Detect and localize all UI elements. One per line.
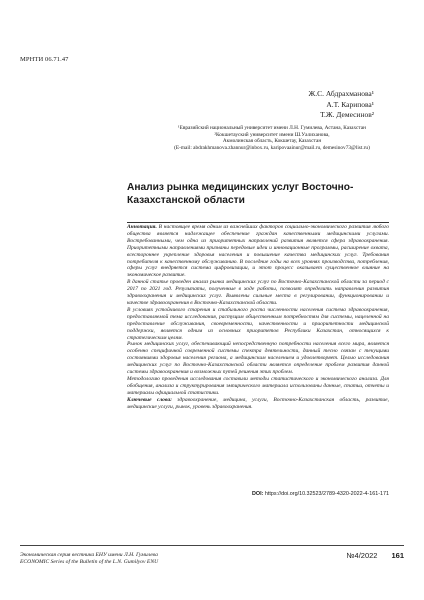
affiliation-emails: (E-mail: abdrakhmanova.zhannur@inbox.ru, karipovaainur@mail.ru, demesinov73@list.ru) [174,144,370,151]
title-divider [127,222,389,223]
abstract-paragraph: В условиях устойчивого старения и стабильного роста численности населения система здравоохранения, предоставляемой тема исследования, растущим общественным потребностям для системы, нацеленной на предоставление обслуживания, своевременности, качественности и приоритетности медицинской поддержки, является одним из основных приоритетов Республики Казахстан, относящихся к стратегическим целям. [127,306,389,341]
abstract-paragraph [127,224,389,279]
affiliation-line: ¹Евразийский национальный университет имени Л.Н. Гумилева, Астана, Казахстан [178,125,366,131]
author-name: А.Т. Карипова¹ [326,99,374,109]
affiliation-line: Акмолинская область, Кокшетау, Казахстан [222,138,322,145]
author-name: Т.Ж. Демесинов² [320,110,374,119]
affiliation-line: ²Кокшетауский университет имени Ш.Уалиханова, [214,131,330,138]
abstract-paragraph: В данной статье проведен анализ рынка медицинских услуг по Восточно-Казахстанской области за период с 2017 по 2021 год. Результаты, полученные в ходе работы, позволят определить направления развития здравоохранения и медицинских услуг. Выявлены сильные места в регулировании, функционировании и качестве здравоохранения в Восточно-Казахстанской области. [127,279,389,306]
doi-line [127,491,389,497]
footer-divider [20,545,404,546]
page-number: 161 [391,551,404,560]
journal-name-en: ECONOMIC Series of the Bulletin of the L.N. Gumilyov ENU [20,559,159,565]
mrnti-code: МРНТИ 06.71.47 [20,56,69,63]
doi-label: DOI: [252,491,265,497]
keywords-paragraph [127,397,389,411]
abstract-paragraph: Методологию проведения исследования составили методы статистического и экономического анализа. Для обобщения, анализа и структурирования эмпирического материала использованы данные, статьи, отчеты и материалы официальной статистики. [127,375,389,396]
keywords-label: Ключевые слова: [127,396,172,403]
abstract-paragraph: Рынок медицинских услуг, обеспечивающий непосредственную потребности населения всего мира, является особенно специфичной современной системы спектра деятельности, данный тесно связан с текущими состояниями здоровья населения региона, а медицинским населением и удовлетворяет. Целью исследования медицинских услуг по Восточно-Казахстанской области является определение проблем развития данной системы здравоохранения и возможных путей решения этих проблем. [127,341,389,376]
author-name: Ж.С. Абдрахманова¹ [308,89,374,98]
journal-name-ru: Экономическая серия вестника ЕНУ имени Л.Н. Гумилева [20,552,158,558]
journal-name [20,552,158,566]
keywords-text: здравоохранение, медицина, услуги, Восточно-Казахстанская область, развитие, медицинские услуги, рынок, уровень здравоохранения. [127,396,389,410]
issue-info [346,551,404,560]
affiliations [157,125,387,151]
doi-link[interactable]: https://doi.org/10.32523/2789-4320-2022-4-161-171 [264,491,389,497]
article-title: Анализ рынка медицинских услуг Восточно-Казахстанской области [127,182,354,206]
abstract-text: В настоящее время одним из важнейших факторов социально-экономического развития любого общества является надлежащее обеспечение граждан качественными медицинскими услугами. Востребованными, чем одна из приоритетных направлений развития является сфера здравоохранения. Приоритетными направлениями признаны передовые идеи и инновационные программы, расширение охвата, всестороннее укрепление здоровья населения и повышение качества медицинских услуг. Требования потребителя к качественному обслуживанию. В последние годы на всех уровнях производства, потребления, сферы услуг внедряется система цифровизации, и этот процесс оказывает существенное влияние на экономическое развитие. [127,224,390,279]
abstract-block [127,224,389,410]
abstract-label: Аннотация. [127,224,157,230]
issue-number: №4/2022 [346,551,378,560]
author-list [309,89,374,121]
